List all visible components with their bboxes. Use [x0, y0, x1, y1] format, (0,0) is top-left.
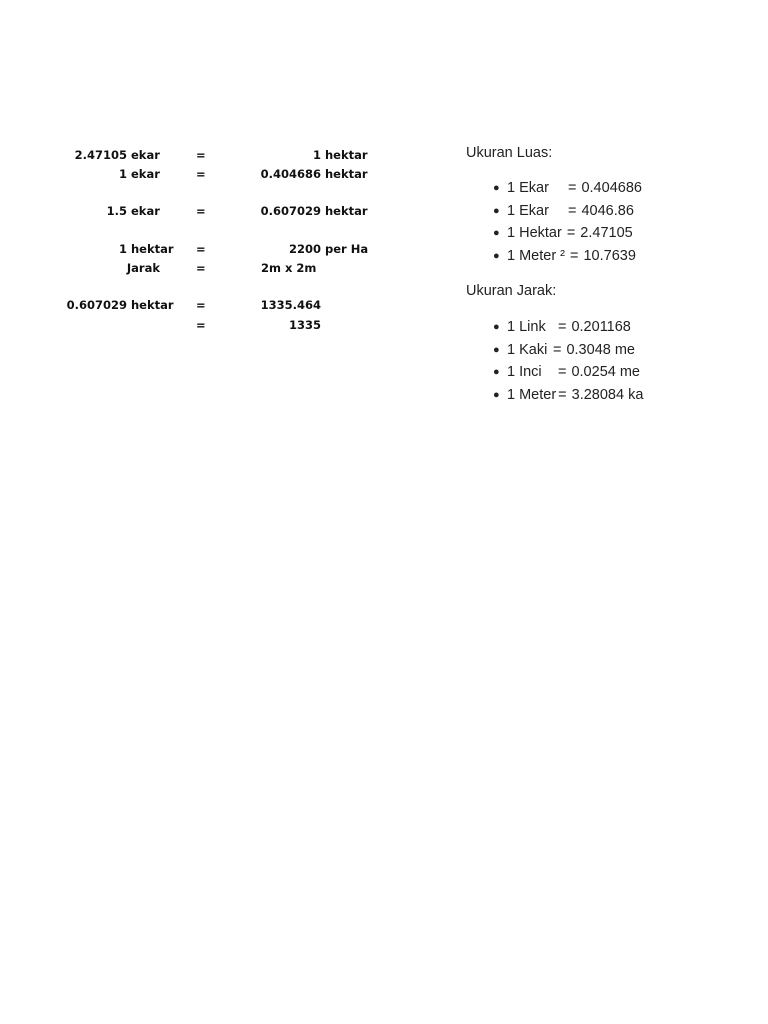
bullet-icon: ●: [493, 227, 500, 239]
equals-sign: =: [553, 341, 562, 358]
list-item: [466, 245, 642, 268]
row-unit: ekar: [131, 148, 160, 162]
list-item: [466, 316, 643, 339]
bullet-icon: ●: [493, 249, 500, 262]
equals-sign: =: [196, 167, 206, 181]
row-unit: hektar: [131, 242, 174, 256]
reference-panel: [466, 0, 648, 420]
item-label: 1 Meter: [507, 386, 557, 403]
bullet-icon: ●: [493, 388, 500, 401]
row-value: 1335.464: [260, 298, 321, 312]
conversion-row: [0, 167, 420, 181]
item-value: 2.47105: [580, 225, 633, 241]
item-value: 0.201168: [571, 319, 631, 335]
item-value: 4046.86: [581, 202, 634, 219]
bullet-icon: ●: [493, 182, 500, 194]
row-value-unit: hektar: [325, 204, 368, 218]
equals-sign: =: [196, 148, 206, 162]
jarak-heading: Ukuran Jarak:: [466, 283, 557, 299]
equals-sign: =: [196, 298, 206, 312]
bullet-icon: ●: [493, 321, 500, 333]
row-value-unit: per Ha: [325, 242, 369, 256]
equals-sign: =: [558, 319, 567, 335]
row-number: 1: [118, 242, 127, 256]
row-unit: hektar: [131, 298, 174, 312]
item-label: 1 Ekar: [507, 180, 549, 196]
conversion-row: [0, 242, 420, 256]
equals-sign: =: [196, 204, 206, 218]
item-value: 3.28084 ka: [571, 386, 644, 403]
row-value: 0.607029: [260, 204, 321, 218]
equals-sign: =: [558, 386, 567, 403]
conversion-row: [0, 148, 420, 162]
row-number: 2.47105: [74, 148, 127, 162]
bullet-icon: ●: [493, 343, 500, 356]
list-item: [466, 177, 642, 200]
item-label: 1 Link: [507, 319, 546, 335]
conversion-row: [0, 318, 420, 332]
list-item: [466, 339, 643, 362]
conversion-row: [0, 298, 420, 312]
row-value-unit: hektar: [325, 167, 368, 181]
equals-sign: =: [568, 202, 577, 219]
item-value: 0.0254 me: [571, 364, 640, 380]
item-label: 1 Kaki: [507, 341, 548, 358]
row-label: Jarak: [126, 261, 160, 275]
item-label: 1 Ekar: [507, 202, 549, 219]
equals-sign: =: [568, 180, 577, 196]
list-item: [466, 384, 643, 407]
item-value: 0.404686: [581, 180, 642, 196]
row-value: 2m x 2m: [261, 261, 317, 275]
row-unit: ekar: [131, 167, 160, 181]
conversion-row: [0, 204, 420, 218]
bullet-icon: ●: [493, 366, 500, 378]
row-value-unit: hektar: [325, 148, 368, 162]
bullet-icon: ●: [493, 204, 500, 217]
item-label: 1 Hektar: [507, 225, 562, 241]
row-number: 1: [118, 167, 127, 181]
equals-sign: =: [196, 242, 206, 256]
item-value: 10.7639: [583, 247, 636, 264]
equals-sign: =: [196, 318, 206, 332]
row-number: 1.5: [106, 204, 127, 218]
jarak-list: [466, 316, 643, 406]
item-label: 1 Meter ²: [507, 247, 566, 264]
equals-sign: =: [196, 261, 206, 275]
row-value: 2200: [288, 242, 321, 256]
equals-sign: =: [566, 225, 576, 241]
row-value: 1: [312, 148, 321, 162]
item-value: 0.3048 me: [566, 341, 635, 358]
equals-sign: =: [558, 364, 567, 380]
luas-list: [466, 177, 642, 267]
equals-sign: =: [570, 247, 579, 264]
luas-heading: Ukuran Luas:: [466, 145, 553, 161]
row-number: 0.607029: [66, 298, 127, 312]
row-unit: ekar: [131, 204, 160, 218]
list-item: [466, 222, 642, 245]
conversion-row: [0, 261, 420, 275]
item-label: 1 Inci: [507, 364, 542, 380]
row-value: 1335: [288, 318, 321, 332]
row-value: 0.404686: [260, 167, 321, 181]
list-item: [466, 200, 642, 223]
list-item: [466, 361, 643, 384]
